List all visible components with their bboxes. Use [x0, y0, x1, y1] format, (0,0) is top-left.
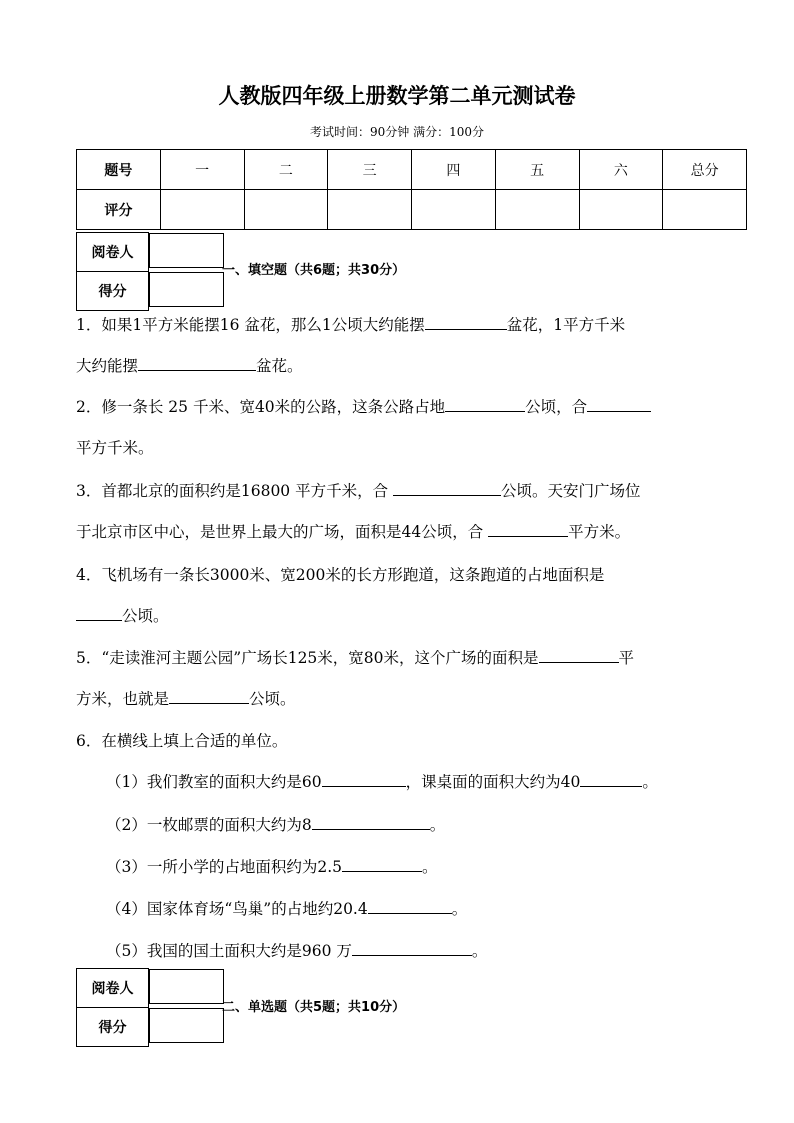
- answer-blank[interactable]: [539, 644, 619, 663]
- page-title: 人教版四年级上册数学第二单元测试卷: [218, 84, 576, 108]
- score-header-cell: 总分: [663, 150, 747, 190]
- question-text: 。: [451, 900, 468, 918]
- question-6-4: [106, 889, 746, 930]
- score-header-cell: 六: [579, 150, 663, 190]
- score-cell[interactable]: [328, 190, 412, 230]
- points-label: 得分: [77, 1008, 149, 1047]
- answer-blank[interactable]: [580, 768, 642, 787]
- question-2: [76, 387, 748, 469]
- reviewer-label: 阅卷人: [77, 233, 149, 272]
- reviewer-box: [76, 232, 221, 311]
- question-6: [76, 721, 748, 762]
- score-cell[interactable]: [244, 190, 328, 230]
- question-text: 公顷。: [249, 690, 296, 708]
- question-text: 2．修一条长 25 千米、宽40米的公路，这条公路占地: [76, 398, 446, 416]
- answer-blank[interactable]: [352, 937, 472, 956]
- question-4: [76, 555, 748, 637]
- question-text: （5）我国的国土面积大约是960 万: [106, 942, 352, 960]
- question-text: 。: [429, 816, 446, 834]
- question-text: 1．如果1平方米能摆16 盆花，那么1公顷大约能摆: [76, 316, 425, 334]
- score-table-header-row: [77, 150, 747, 190]
- question-text: （4）国家体育场“鸟巢”的占地约20.4: [106, 900, 368, 918]
- score-cell[interactable]: [412, 190, 496, 230]
- score-header-cell: 题号: [77, 150, 161, 190]
- answer-blank[interactable]: [312, 811, 430, 830]
- score-table: [76, 149, 747, 230]
- question-text: （2）一枚邮票的面积大约为8: [106, 816, 312, 834]
- question-text: 大约能摆: [76, 357, 139, 375]
- question-text: 公顷。: [122, 607, 169, 625]
- answer-blank[interactable]: [368, 895, 452, 914]
- question-3: [76, 471, 748, 553]
- question-text: 方米，也就是: [76, 690, 170, 708]
- score-header-cell: 五: [495, 150, 579, 190]
- answer-blank[interactable]: [76, 602, 122, 621]
- question-text: 于北京市区中心，是世界上最大的广场，面积是44公顷，合: [76, 523, 489, 541]
- answer-blank[interactable]: [138, 352, 256, 371]
- reviewer-cell[interactable]: [149, 969, 224, 1004]
- question-text: 5．“走读淮河主题公园”广场长125米，宽80米，这个广场的面积是: [76, 649, 539, 667]
- points-cell[interactable]: [149, 272, 224, 307]
- exam-info: 考试时间：90分钟 满分：100分: [310, 125, 484, 139]
- question-text: 盆花。: [256, 357, 303, 375]
- question-text: （1）我们教室的面积大约是60: [106, 773, 322, 791]
- section-title: 一、填空题（共6题；共30分）: [222, 263, 406, 278]
- reviewer-label: 阅卷人: [77, 969, 149, 1008]
- score-header-cell: 三: [328, 150, 412, 190]
- question-text: 公顷，合: [525, 398, 588, 416]
- question-text: 。: [471, 942, 488, 960]
- question-text: 。: [642, 773, 658, 791]
- question-text: 3．首都北京的面积约是16800 平方千米，合: [76, 482, 394, 500]
- question-text: 4．飞机场有一条长3000米、宽200米的长方形跑道，这条跑道的占地面积是: [76, 566, 605, 584]
- answer-blank[interactable]: [322, 768, 406, 787]
- question-text: 盆花，1平方千米: [506, 316, 626, 334]
- question-5: [76, 638, 748, 720]
- question-text: 平方千米。: [76, 439, 154, 457]
- answer-blank[interactable]: [488, 518, 568, 537]
- score-cell[interactable]: [495, 190, 579, 230]
- points-cell[interactable]: [149, 1008, 224, 1043]
- answer-blank[interactable]: [393, 477, 501, 496]
- question-text: 平方米。: [568, 523, 631, 541]
- reviewer-cell[interactable]: [149, 233, 224, 268]
- question-6-5: [106, 931, 746, 972]
- question-text: 平: [618, 649, 635, 667]
- section-title: 二、单选题（共5题；共10分）: [222, 1000, 406, 1015]
- question-6-3: [106, 847, 746, 888]
- score-cell[interactable]: [579, 190, 663, 230]
- score-header-cell: 四: [412, 150, 496, 190]
- question-text: 公顷。天安门广场位: [501, 482, 641, 500]
- question-text: 6．在横线上填上合适的单位。: [76, 732, 288, 750]
- question-text: （3）一所小学的占地面积约为2.5: [106, 858, 343, 876]
- score-table-row: [77, 190, 747, 230]
- score-row-label: 评分: [77, 190, 161, 230]
- question-1: [76, 305, 748, 387]
- score-header-cell: 一: [160, 150, 244, 190]
- question-text: ，课桌面的面积大约为40: [405, 773, 581, 791]
- answer-blank[interactable]: [425, 311, 507, 330]
- answer-blank[interactable]: [587, 393, 651, 412]
- answer-blank[interactable]: [342, 853, 422, 872]
- score-header-cell: 二: [244, 150, 328, 190]
- question-6-1: [106, 762, 746, 803]
- points-label: 得分: [77, 272, 149, 311]
- reviewer-box: [76, 968, 221, 1047]
- question-text: 。: [422, 858, 438, 876]
- score-cell[interactable]: [160, 190, 244, 230]
- answer-blank[interactable]: [169, 685, 249, 704]
- question-6-2: [106, 805, 746, 846]
- score-cell[interactable]: [663, 190, 747, 230]
- answer-blank[interactable]: [445, 393, 525, 412]
